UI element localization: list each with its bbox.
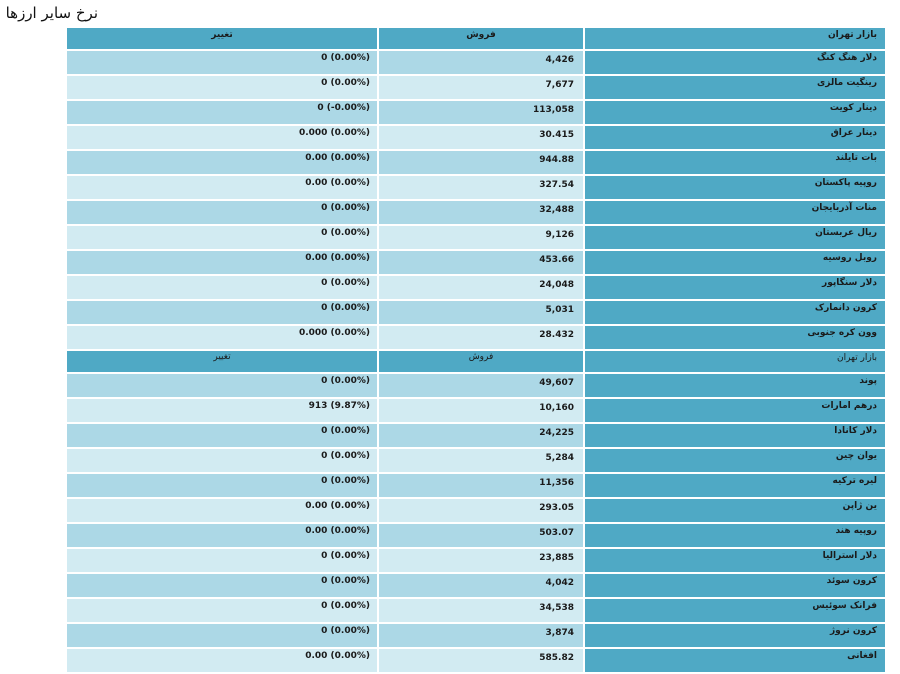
change-cell: 0.00 (0.00%)	[67, 649, 379, 672]
change-cell: 0.000 (0.00%)	[67, 126, 379, 149]
sell-price-cell: 11,356	[379, 474, 585, 497]
currency-name-cell: کرون سوئد	[585, 574, 885, 597]
sell-price-cell: 4,426	[379, 51, 585, 74]
sell-price-cell: 24,048	[379, 276, 585, 299]
sell-price-cell: 5,031	[379, 301, 585, 324]
sell-price-cell: 4,042	[379, 574, 585, 597]
currency-name-cell: دینار عراق	[585, 126, 885, 149]
table-row	[67, 499, 885, 522]
table-row	[67, 374, 885, 397]
sell-price-cell: 453.66	[379, 251, 585, 274]
change-cell: 0.00 (0.00%)	[67, 251, 379, 274]
table-row	[67, 251, 885, 274]
sell-price-cell: 9,126	[379, 226, 585, 249]
table-row	[67, 649, 885, 672]
table-row	[67, 226, 885, 249]
currency-name-cell: ین ژاپن	[585, 499, 885, 522]
change-cell: 0 (0.00%)	[67, 574, 379, 597]
table-row	[67, 424, 885, 447]
change-cell: 0 (0.00%)	[67, 374, 379, 397]
sell-price-cell: 327.54	[379, 176, 585, 199]
change-cell: 0.000 (0.00%)	[67, 326, 379, 349]
table-row	[67, 599, 885, 622]
table-row	[67, 449, 885, 472]
change-cell: 0 (0.00%)	[67, 301, 379, 324]
currency-name-cell: یوان چین	[585, 449, 885, 472]
table-row	[67, 474, 885, 497]
currency-name-cell: دلار استرالیا	[585, 549, 885, 572]
sell-price-cell: 23,885	[379, 549, 585, 572]
table-header-row	[67, 28, 885, 49]
table-row	[67, 326, 885, 349]
change-cell: 0.00 (0.00%)	[67, 524, 379, 547]
table-row	[67, 624, 885, 647]
table-row	[67, 126, 885, 149]
change-cell: 0 (0.00%)	[67, 599, 379, 622]
sell-price-cell: 585.82	[379, 649, 585, 672]
change-cell: 0.00 (0.00%)	[67, 176, 379, 199]
change-cell: 913 (9.87%)	[67, 399, 379, 422]
table-subheader-row	[67, 351, 885, 372]
currency-name-cell: دینار کویت	[585, 101, 885, 124]
sell-price-cell: 28.432	[379, 326, 585, 349]
subheader-market: بازار تهران	[585, 351, 885, 372]
table-row	[67, 176, 885, 199]
table-row	[67, 301, 885, 324]
sell-price-cell: 3,874	[379, 624, 585, 647]
sell-price-cell: 7,677	[379, 76, 585, 99]
subheader-sell: فروش	[379, 351, 585, 372]
table-row	[67, 399, 885, 422]
currency-name-cell: روپیه پاکستان	[585, 176, 885, 199]
table-row	[67, 151, 885, 174]
table-row	[67, 574, 885, 597]
sell-price-cell: 10,160	[379, 399, 585, 422]
sell-price-cell: 503.07	[379, 524, 585, 547]
currency-name-cell: کرون دانمارک	[585, 301, 885, 324]
change-cell: 0 (0.00%)	[67, 201, 379, 224]
currency-name-cell: کرون نروژ	[585, 624, 885, 647]
change-cell: 0 (0.00%)	[67, 424, 379, 447]
sell-price-cell: 32,488	[379, 201, 585, 224]
change-cell: 0 (0.00%)	[67, 549, 379, 572]
currency-name-cell: بات تایلند	[585, 151, 885, 174]
table-row	[67, 524, 885, 547]
table-row	[67, 51, 885, 74]
rates-table-body	[67, 28, 885, 672]
table-row	[67, 101, 885, 124]
column-header-sell: فروش	[379, 28, 585, 49]
change-cell: 0 (0.00%)	[67, 276, 379, 299]
currency-name-cell: رینگیت مالزی	[585, 76, 885, 99]
currency-name-cell: دلار سنگاپور	[585, 276, 885, 299]
currency-name-cell: ریال عربستان	[585, 226, 885, 249]
sell-price-cell: 944.88	[379, 151, 585, 174]
table-row	[67, 549, 885, 572]
change-cell: 0 (0.00%)	[67, 226, 379, 249]
currency-name-cell: افغانی	[585, 649, 885, 672]
page-title: نرخ سایر ارزها	[5, 4, 98, 22]
currency-name-cell: منات آذربایجان	[585, 201, 885, 224]
column-header-change: تغییر	[67, 28, 379, 49]
sell-price-cell: 24,225	[379, 424, 585, 447]
change-cell: 0 (0.00%)	[67, 76, 379, 99]
table-row	[67, 201, 885, 224]
change-cell: 0 (0.00%)	[67, 624, 379, 647]
change-cell: 0.00 (0.00%)	[67, 499, 379, 522]
table-row	[67, 76, 885, 99]
sell-price-cell: 49,607	[379, 374, 585, 397]
sell-price-cell: 30.415	[379, 126, 585, 149]
sell-price-cell: 34,538	[379, 599, 585, 622]
subheader-change: تغییر	[67, 351, 379, 372]
change-cell: 0 (0.00%)	[67, 474, 379, 497]
change-cell: 0.00 (0.00%)	[67, 151, 379, 174]
currency-name-cell: درهم امارات	[585, 399, 885, 422]
change-cell: 0 (0.00%)	[67, 449, 379, 472]
table-row	[67, 276, 885, 299]
currency-name-cell: لیره ترکیه	[585, 474, 885, 497]
currency-name-cell: وون کره جنوبی	[585, 326, 885, 349]
sell-price-cell: 293.05	[379, 499, 585, 522]
currency-name-cell: دلار کانادا	[585, 424, 885, 447]
column-header-market: بازار تهران	[585, 28, 885, 49]
change-cell: 0 (0.00%)	[67, 51, 379, 74]
currency-name-cell: پوند	[585, 374, 885, 397]
currency-name-cell: روبل روسیه	[585, 251, 885, 274]
sell-price-cell: 113,058	[379, 101, 585, 124]
change-cell: 0 (-0.00%)	[67, 101, 379, 124]
currency-name-cell: دلار هنگ کنگ	[585, 51, 885, 74]
currency-name-cell: فرانک سوئیس	[585, 599, 885, 622]
currency-name-cell: روپیه هند	[585, 524, 885, 547]
sell-price-cell: 5,284	[379, 449, 585, 472]
currency-rates-table	[67, 26, 885, 674]
